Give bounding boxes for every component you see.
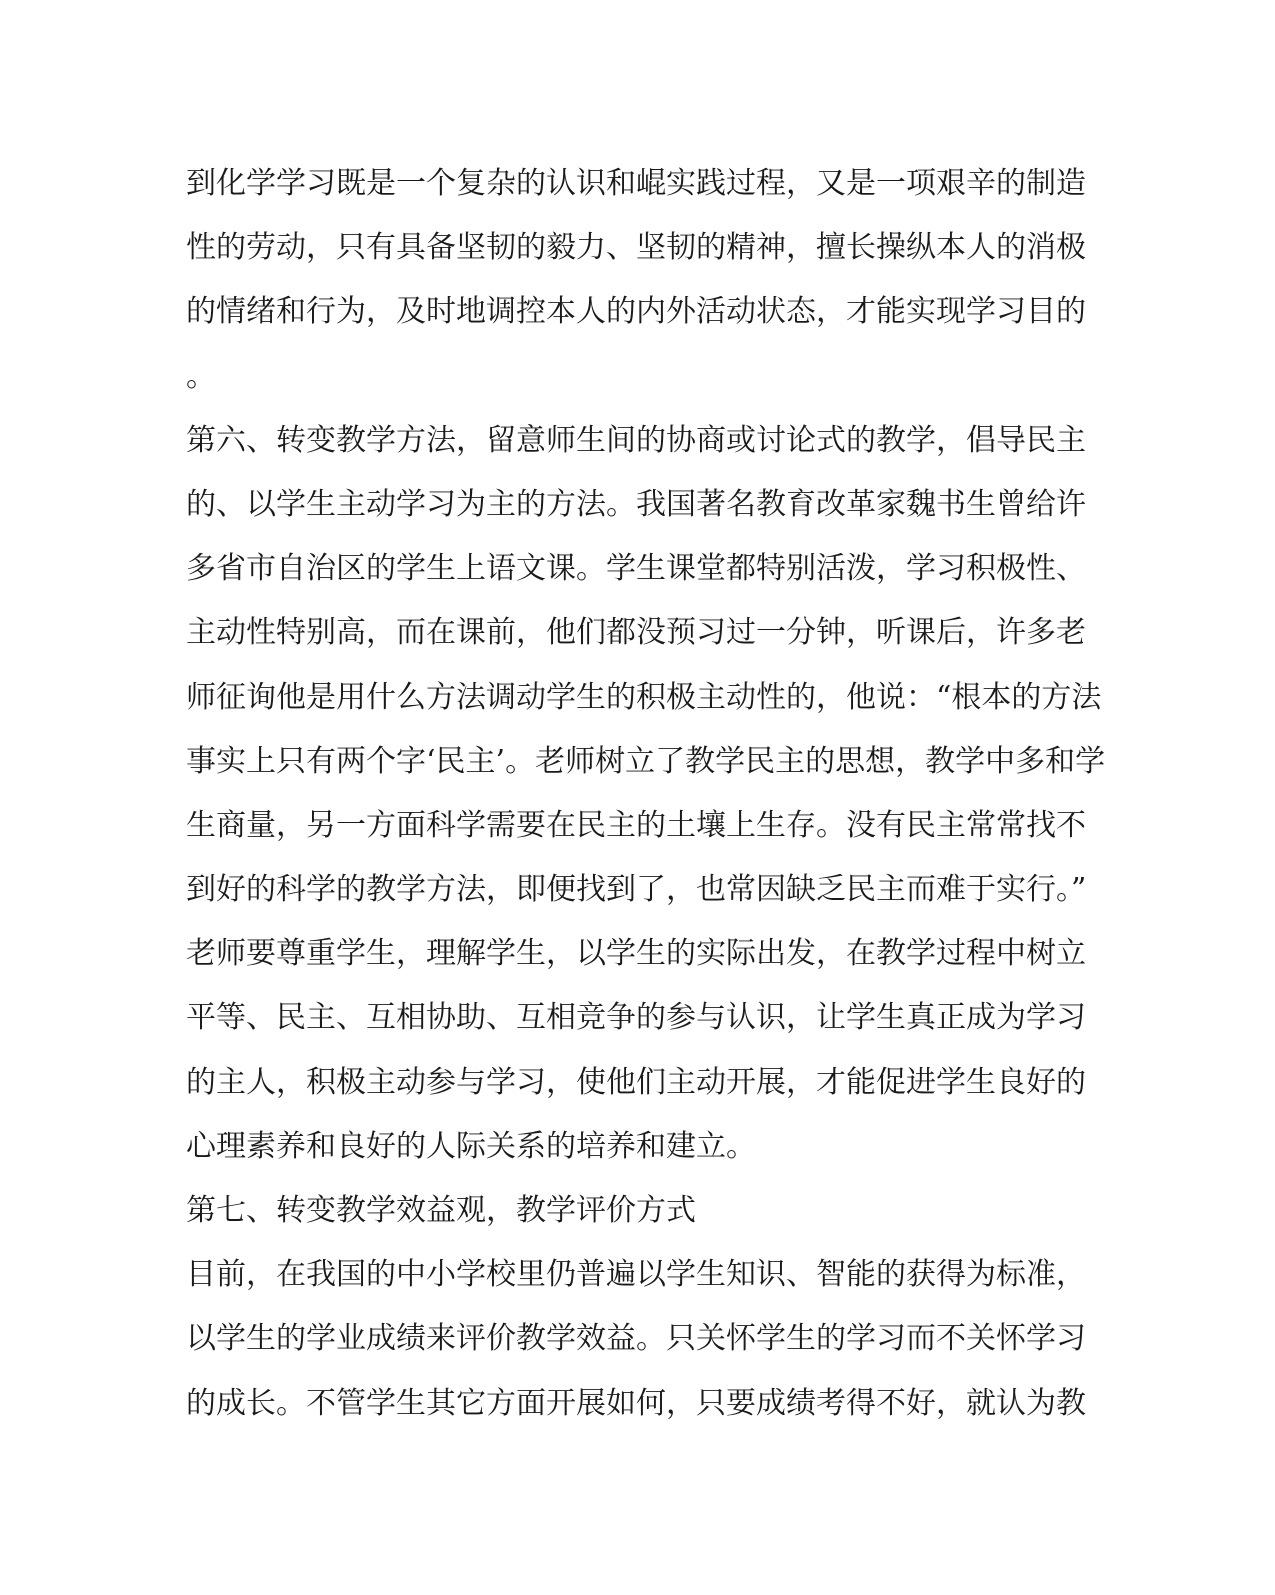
text-line: 的情绪和行为，及时地调控本人的内外活动状态，才能实现学习目的 — [186, 294, 1086, 330]
text-line: 事实上只有两个字‘民主’。老师树立了教学民主的思想，教学中多和学 — [186, 743, 1106, 779]
text-line: 目前，在我国的中小学校里仍普遍以学生知识、智能的获得为标准， — [186, 1257, 1086, 1293]
text-line: 师征询他是用什么方法调动学生的积极主动性的，他说：“根本的方法 — [186, 679, 1102, 715]
text-line: 。 — [186, 358, 216, 394]
text-line: 性的劳动，只有具备坚韧的毅力、坚韧的精神，擅长操纵本人的消极 — [186, 230, 1086, 266]
body-text — [186, 152, 1106, 1436]
text-line: 主动性特别高，而在课前，他们都没预习过一分钟，听课后，许多老 — [186, 615, 1086, 651]
text-line: 老师要尊重学生，理解学生，以学生的实际出发，在教学过程中树立 — [186, 936, 1086, 972]
section-heading-six: 第六、转变教学方法，留意师生间的协商或讨论式的教学，倡导民主 — [186, 422, 1086, 458]
text-line: 的成长。不管学生其它方面开展如何，只要成绩考得不好，就认为教 — [186, 1385, 1086, 1421]
text-line: 生商量，另一方面科学需要在民主的土壤上生存。没有民主常常找不 — [186, 807, 1086, 843]
text-line: 的主人，积极主动参与学习，使他们主动开展，才能促进学生良好的 — [186, 1064, 1086, 1100]
text-line: 到化学学习既是一个复杂的认识和崐实践过程，又是一项艰辛的制造 — [186, 166, 1086, 201]
text-line: 的、以学生主动学习为主的方法。我国著名教育改革家魏书生曾给许 — [186, 486, 1086, 522]
text-line: 多省市自治区的学生上语文课。学生课堂都特别活泼，学习积极性、 — [186, 551, 1086, 587]
text-line: 到好的科学的教学方法，即便找到了，也常因缺乏民主而难于实行。” — [186, 872, 1087, 908]
text-line: 平等、民主、互相协助、互相竞争的参与认识，让学生真正成为学习 — [186, 1000, 1086, 1036]
text-line: 心理素养和良好的人际关系的培养和建立。 — [186, 1128, 756, 1164]
section-heading-seven: 第七、转变教学效益观，教学评价方式 — [186, 1193, 696, 1228]
text-line: 以学生的学业成绩来评价教学效益。只关怀学生的学习而不关怀学习 — [186, 1321, 1086, 1357]
